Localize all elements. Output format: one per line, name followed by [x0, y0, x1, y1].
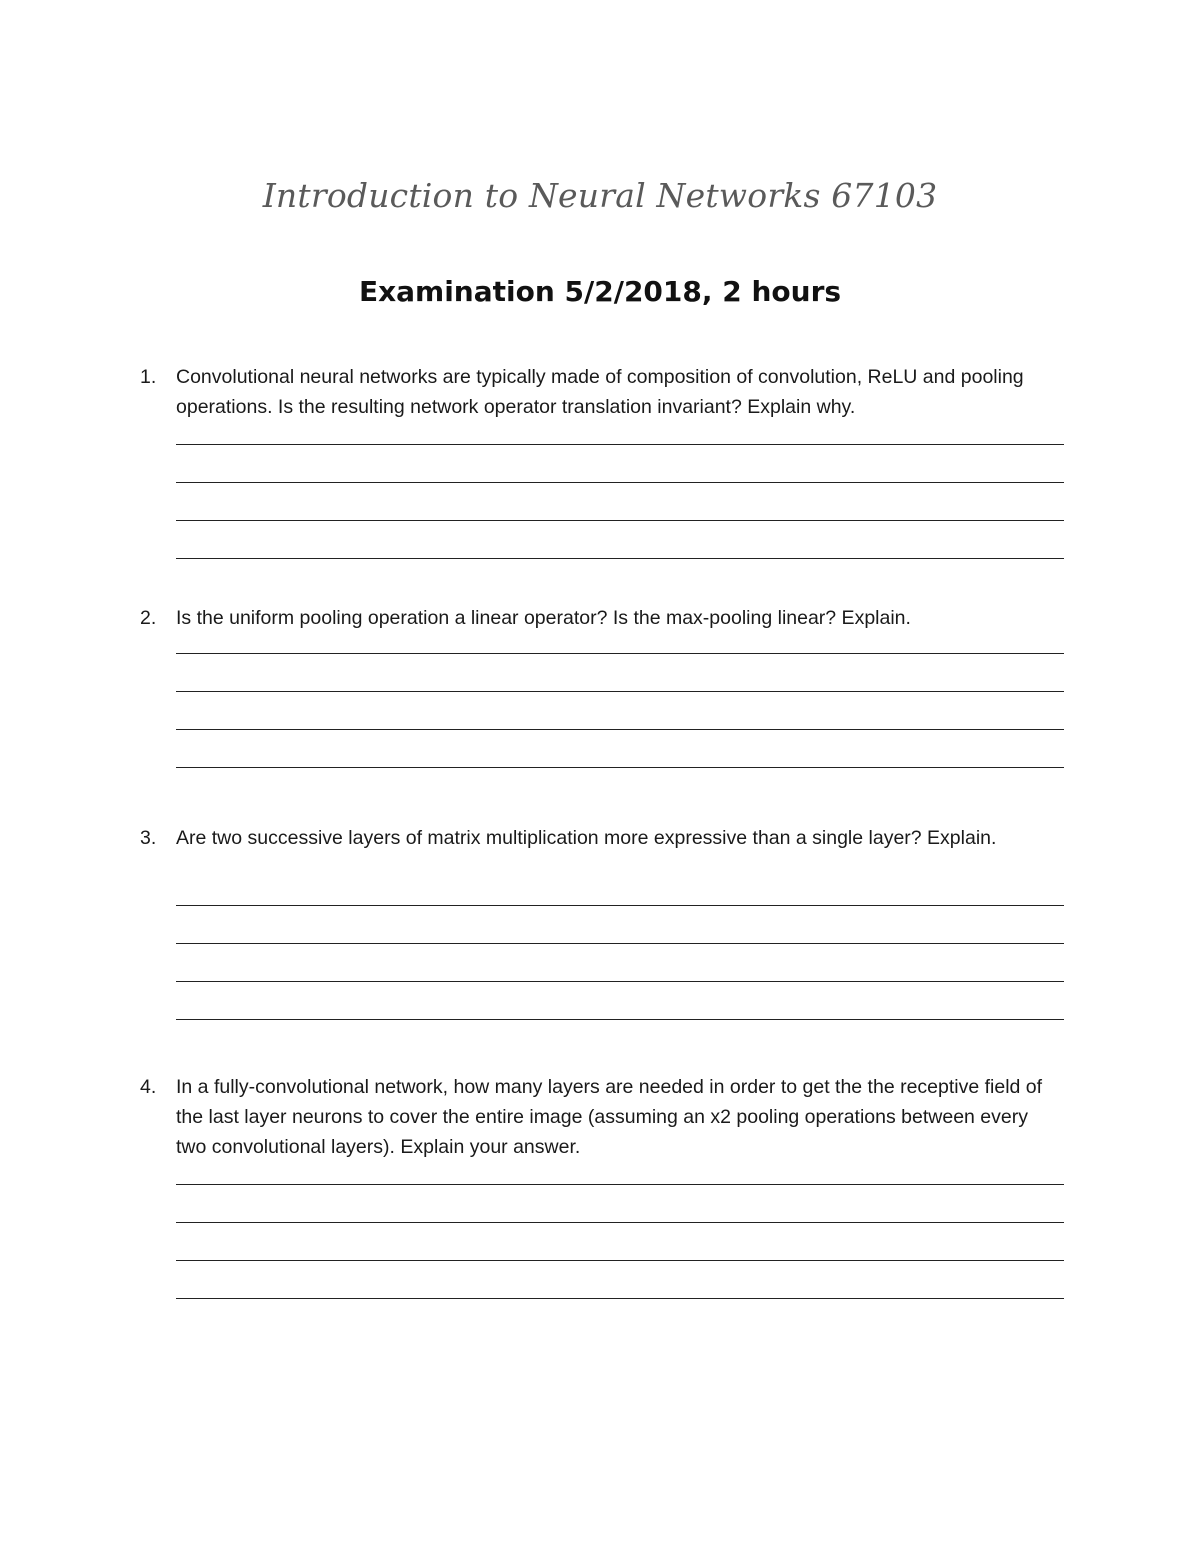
answer-line[interactable]: [176, 729, 1064, 730]
question-number: 4.: [140, 1076, 157, 1098]
exam-title: Examination 5/2/2018, 2 hours: [358, 275, 842, 308]
answer-line[interactable]: [176, 444, 1064, 445]
question-text: In a fully-convolutional network, how many layers are needed in order to get the the receptive field of the last layer neurons to cover the entire image (assuming an x2 pooling operations between every two convolutional layers). Explain your answer.: [176, 1076, 1043, 1158]
answer-line[interactable]: [176, 558, 1064, 559]
answer-line[interactable]: [176, 767, 1064, 768]
question-number: 1.: [140, 366, 157, 388]
question-text: Convolutional neural networks are typically made of composition of convolution, ReLU and pooling operations. Is the resulting network operator translation invariant? Explain why.: [176, 366, 1024, 418]
answer-line[interactable]: [176, 691, 1064, 692]
answer-line[interactable]: [176, 482, 1064, 483]
question-text: Are two successive layers of matrix multiplication more expressive than a single layer? Explain.: [176, 827, 997, 849]
answer-line[interactable]: [176, 1222, 1064, 1223]
answer-line[interactable]: [176, 520, 1064, 521]
question-number: 2.: [140, 607, 157, 629]
question-text: Is the uniform pooling operation a linear operator? Is the max-pooling linear? Explain.: [176, 607, 911, 629]
answer-line[interactable]: [176, 1298, 1064, 1299]
answer-line[interactable]: [176, 943, 1064, 944]
answer-line[interactable]: [176, 653, 1064, 654]
question-number: 3.: [140, 827, 157, 849]
answer-line[interactable]: [176, 1019, 1064, 1020]
answer-line[interactable]: [176, 981, 1064, 982]
answer-line[interactable]: [176, 1260, 1064, 1261]
course-title: Introduction to Neural Networks 67103: [262, 176, 938, 215]
answer-line[interactable]: [176, 905, 1064, 906]
answer-line[interactable]: [176, 1184, 1064, 1185]
